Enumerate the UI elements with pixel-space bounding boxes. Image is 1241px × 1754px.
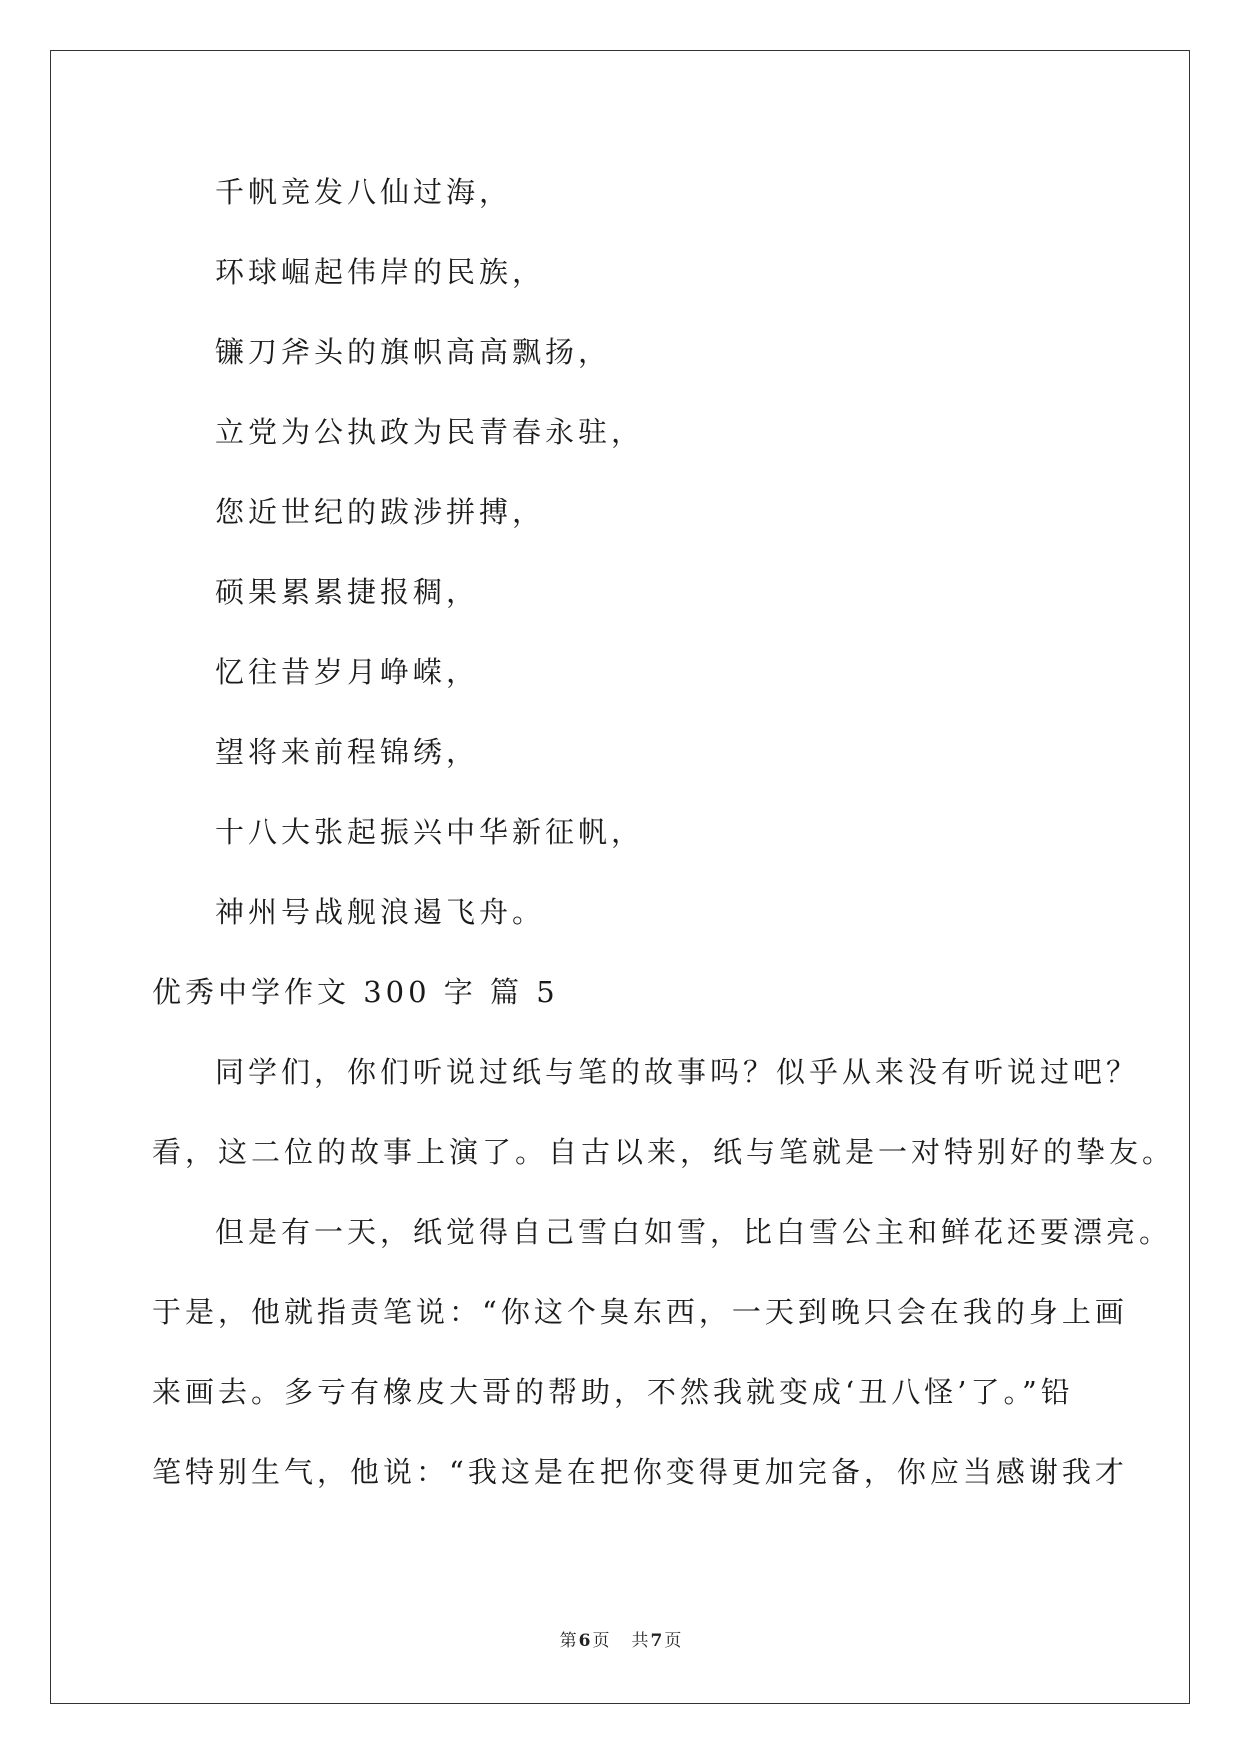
prose-line: 看，这二位的故事上演了。自古以来，纸与笔就是一对特别好的挚友。	[152, 1135, 1176, 1169]
page-footer	[0, 1626, 1241, 1651]
footer-current-page: 6	[578, 1631, 591, 1651]
footer-total-prefix: 共	[631, 1631, 649, 1651]
prose-line: 笔特别生气，他说：“我这是在把你变得更加完备，你应当感谢我才	[152, 1455, 1128, 1489]
footer-page-suffix: 页	[592, 1631, 610, 1651]
poem-line: 望将来前程锦绣，	[215, 735, 480, 769]
poem-line: 硕果累累捷报稠，	[215, 575, 480, 609]
poem-line: 忆往昔岁月峥嵘，	[215, 655, 480, 689]
poem-line: 立党为公执政为民青春永驻，	[215, 415, 645, 449]
poem-line: 十八大张起振兴中华新征帆，	[215, 815, 645, 849]
prose-line: 同学们，你们听说过纸与笔的故事吗？似乎从来没有听说过吧？	[215, 1055, 1140, 1089]
footer-total-suffix: 页	[664, 1631, 682, 1651]
footer-total-pages: 7	[650, 1631, 663, 1651]
poem-line: 环球崛起伟岸的民族，	[215, 255, 546, 289]
footer-page-prefix: 第	[559, 1631, 577, 1651]
prose-line: 来画去。多亏有橡皮大哥的帮助，不然我就变成‘丑八怪’了。”铅	[152, 1375, 1074, 1409]
prose-line: 但是有一天，纸觉得自己雪白如雪，比白雪公主和鲜花还要漂亮。	[215, 1215, 1173, 1249]
poem-line: 神州号战舰浪遏飞舟。	[215, 895, 546, 929]
poem-line: 千帆竞发八仙过海，	[215, 175, 513, 209]
prose-line: 于是，他就指责笔说：“你这个臭东西，一天到晚只会在我的身上画	[152, 1295, 1128, 1329]
poem-line: 镰刀斧头的旗帜高高飘扬，	[215, 335, 612, 369]
section-heading: 优秀中学作文 300 字 篇 5	[152, 975, 559, 1009]
poem-line: 您近世纪的跋涉拼搏，	[215, 495, 546, 529]
